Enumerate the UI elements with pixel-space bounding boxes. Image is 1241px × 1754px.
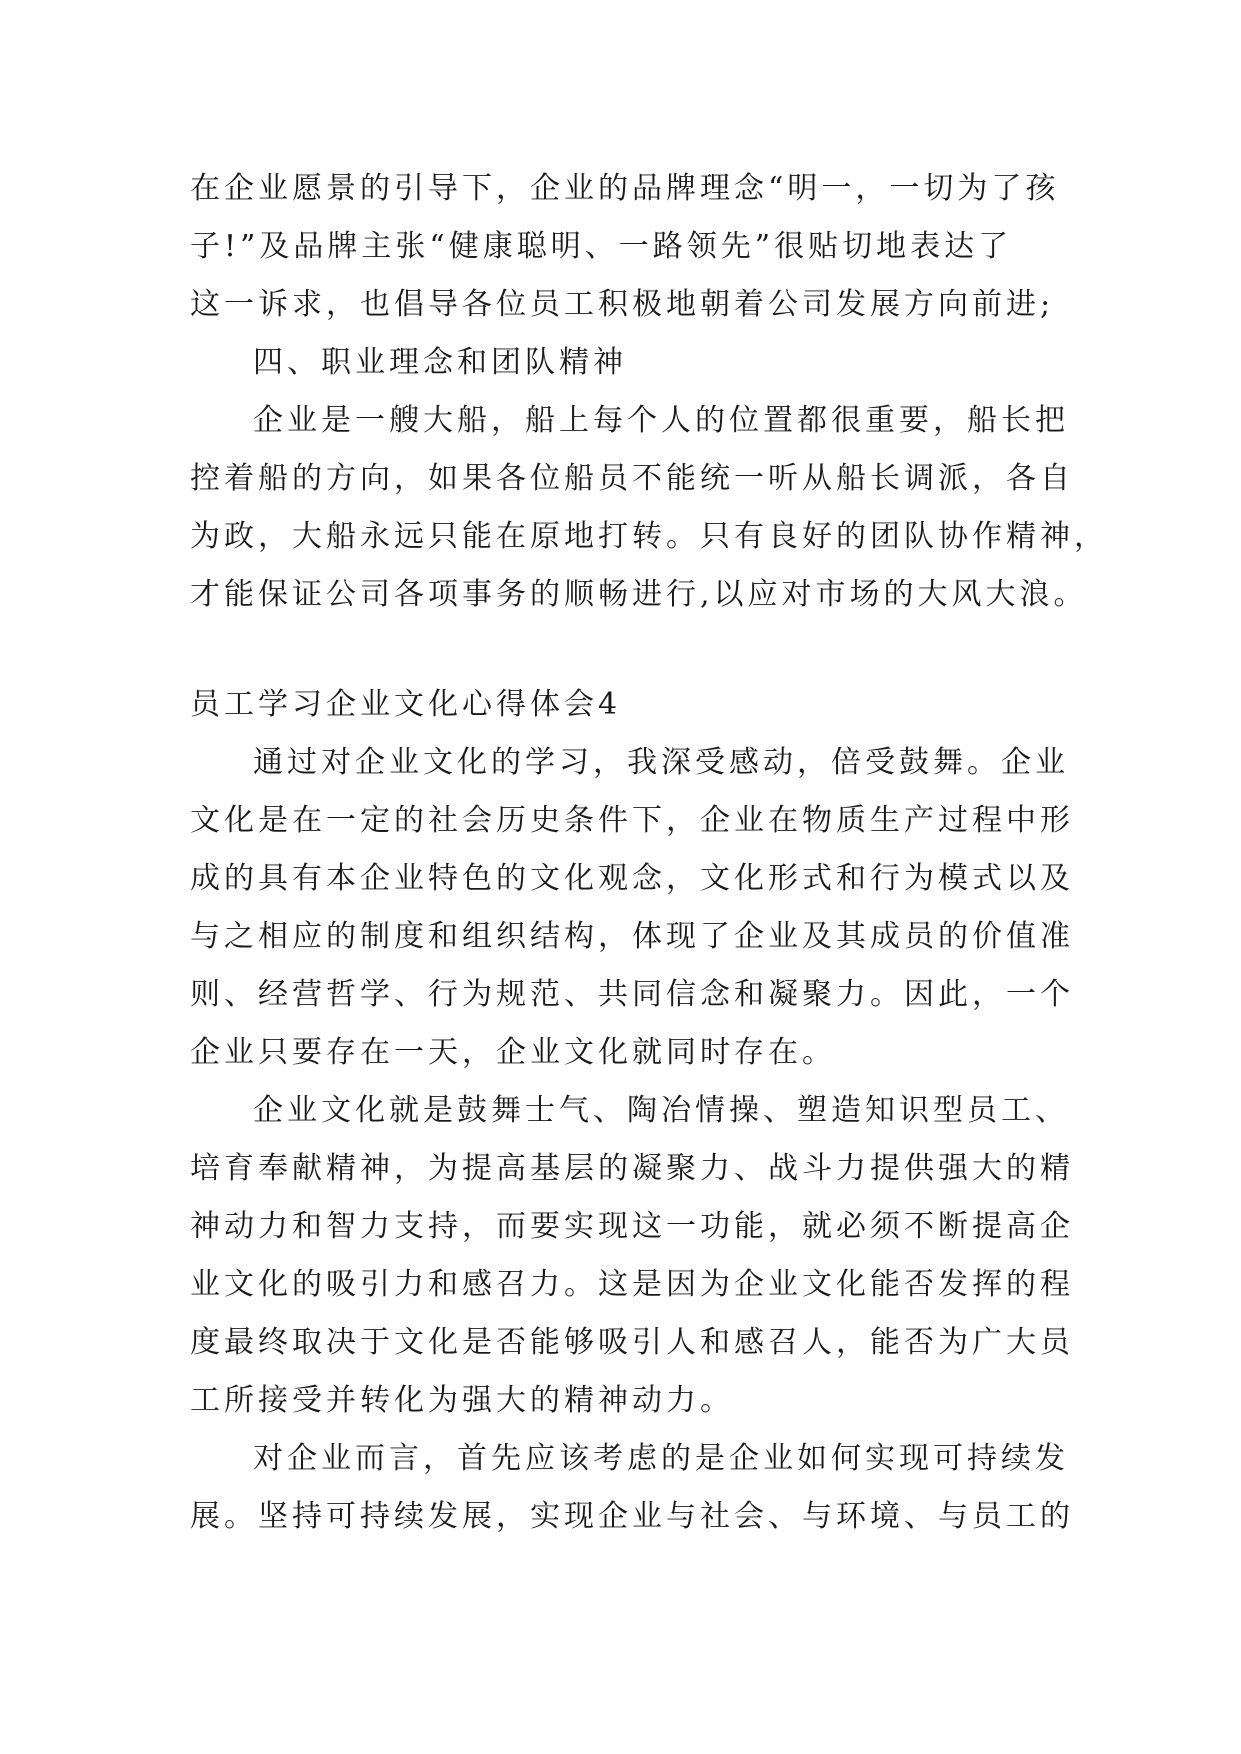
text-line: 成的具有本企业特色的文化观念，文化形式和行为模式以及 bbox=[190, 861, 1074, 896]
text-line: 神动力和智力支持，而要实现这一功能，就必须不断提高企 bbox=[190, 1209, 1074, 1244]
paragraph-culture-learning bbox=[190, 734, 1074, 1082]
heading-team-spirit: 四、职业理念和团队精神 bbox=[253, 345, 627, 380]
text-line: 文化是在一定的社会历史条件下，企业在物质生产过程中形 bbox=[190, 803, 1074, 838]
text-line: 培育奉献精神，为提高基层的凝聚力、战斗力提供强大的精 bbox=[190, 1151, 1074, 1186]
text-line: 才能保证公司各项事务的顺畅进行,以应对市场的大风大浪。 bbox=[190, 577, 1088, 612]
section-title: 员工学习企业文化心得体会4 bbox=[190, 687, 622, 722]
paragraph-ship bbox=[190, 392, 1108, 624]
text-line: 企业是一艘大船，船上每个人的位置都很重要，船长把 bbox=[253, 403, 1069, 438]
text-line: 工所接受并转化为强大的精神动力。 bbox=[190, 1383, 734, 1418]
text-line: 这一诉求，也倡导各位员工积极地朝着公司发展方向前进; bbox=[190, 287, 1055, 322]
text-line: 通过对企业文化的学习，我深受感动，倍受鼓舞。企业 bbox=[253, 745, 1069, 780]
text-line: 为政，大船永远只能在原地打转。只有良好的团队协作精神， bbox=[190, 519, 1108, 554]
section-gap bbox=[190, 624, 1058, 676]
text-line: 子!”及品牌主张“健康聪明、一路领先”很贴切地表达了 bbox=[190, 229, 1013, 264]
paragraph-culture-morale bbox=[190, 1082, 1074, 1430]
text-line: 企业只要存在一天，企业文化就同时存在。 bbox=[190, 1035, 836, 1070]
text-line: 度最终取决于文化是否能够吸引人和感召人，能否为广大员 bbox=[190, 1325, 1074, 1360]
text-line: 企业文化就是鼓舞士气、陶冶情操、塑造知识型员工、 bbox=[253, 1093, 1069, 1128]
text-line: 控着船的方向，如果各位船员不能统一听从船长调派，各自 bbox=[190, 461, 1074, 496]
text-line: 在企业愿景的引导下，企业的品牌理念“明一，一切为了孩 bbox=[190, 171, 1060, 206]
document-page bbox=[190, 160, 1108, 1546]
paragraph-vision bbox=[190, 160, 1058, 334]
paragraph-sustainability bbox=[190, 1430, 1074, 1546]
text-line: 则、经营哲学、行为规范、共同信念和凝聚力。因此，一个 bbox=[190, 977, 1074, 1012]
text-line: 业文化的吸引力和感召力。这是因为企业文化能否发挥的程 bbox=[190, 1267, 1074, 1302]
text-line: 对企业而言，首先应该考虑的是企业如何实现可持续发 bbox=[253, 1441, 1069, 1476]
text-line: 展。坚持可持续发展，实现企业与社会、与环境、与员工的 bbox=[190, 1499, 1074, 1534]
text-line: 与之相应的制度和组织结构，体现了企业及其成员的价值准 bbox=[190, 919, 1074, 954]
